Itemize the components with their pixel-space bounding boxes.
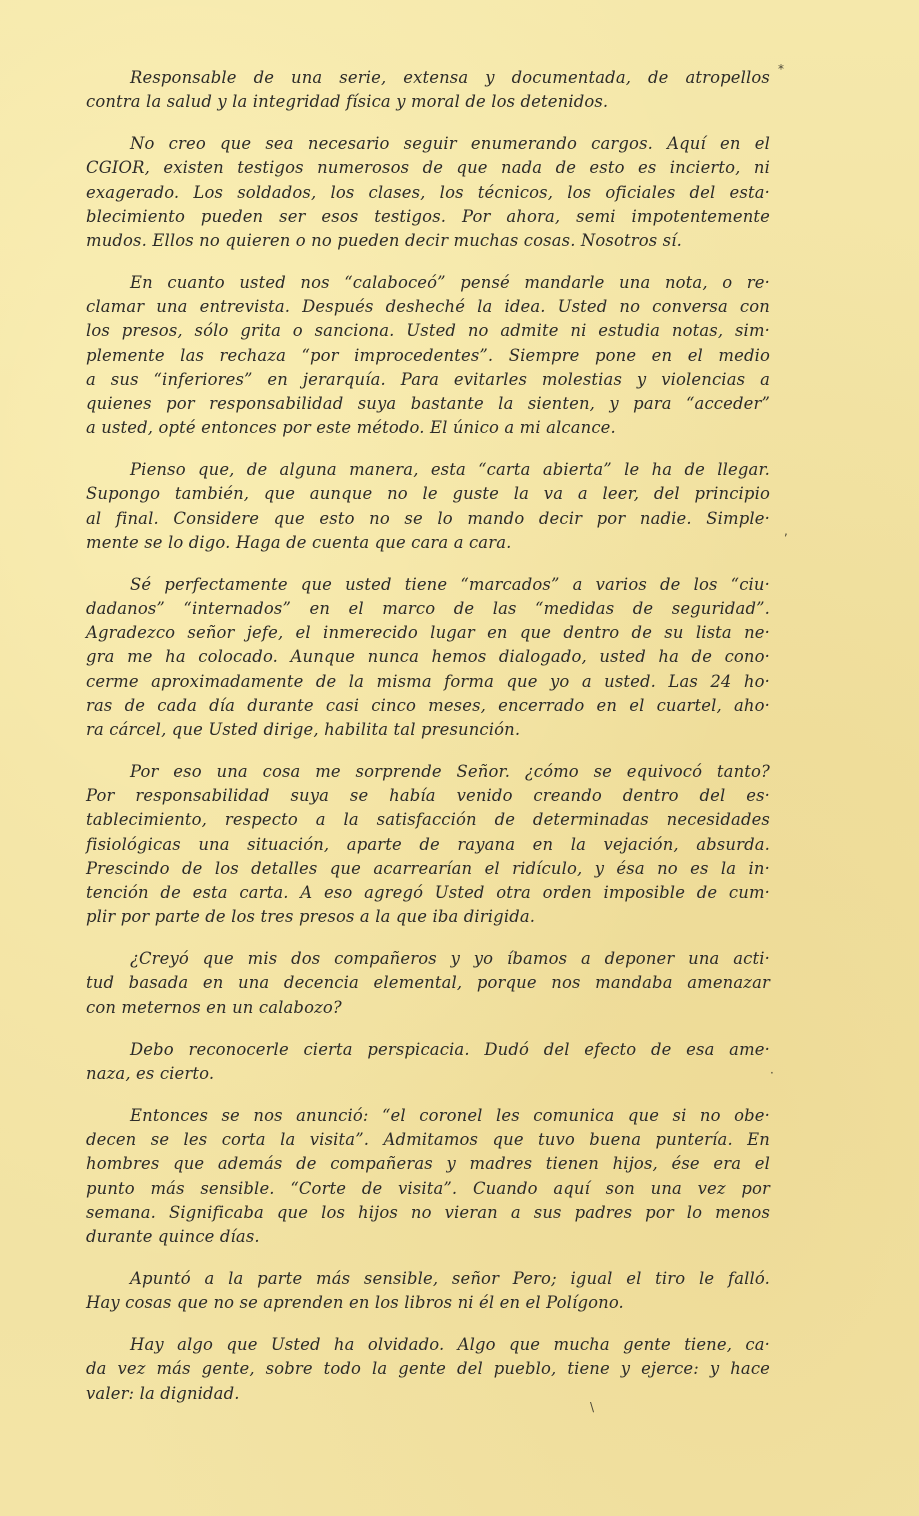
text-line: con meternos en un calabozo? bbox=[86, 997, 342, 1017]
text-line: blecimiento pueden ser esos testigos. Por ahora, semi impotentemente bbox=[86, 206, 770, 226]
ink-mark: , bbox=[784, 524, 788, 538]
text-line: Entonces se nos anunció: “el coronel les comunica que si no obe· bbox=[130, 1105, 770, 1125]
text-line: fisiológicas una situación, aparte de rayana en la vejación, absurda. bbox=[86, 834, 770, 854]
text-line: No creo que sea necesario seguir enumerando cargos. Aquí en el bbox=[130, 134, 770, 154]
text-line: CGIOR, existen testigos numerosos de que nada de esto es incierto, ni bbox=[86, 158, 770, 178]
text-line: tud basada en una decencia elemental, porque nos mandaba amenazar bbox=[86, 973, 770, 993]
text-line: da vez más gente, sobre todo la gente del pueblo, tiene y ejerce: y hace bbox=[86, 1359, 770, 1379]
text-line: Hay algo que Usted ha olvidado. Algo que mucha gente tiene, ca· bbox=[130, 1335, 770, 1355]
text-line: ¿Creyó que mis dos compañeros y yo íbamos a deponer una acti· bbox=[130, 949, 770, 969]
paragraph bbox=[86, 271, 770, 440]
letter-body bbox=[86, 66, 770, 1424]
text-line: al final. Considere que esto no se lo mando decir por nadie. Simple· bbox=[86, 508, 770, 528]
text-line: ras de cada día durante casi cinco meses, encerrado en el cuartel, aho· bbox=[86, 695, 770, 715]
text-line: semana. Significaba que los hijos no vieran a sus padres por lo menos bbox=[86, 1202, 770, 1222]
text-line: Por responsabilidad suya se había venido creando dentro del es· bbox=[86, 786, 770, 806]
ink-mark: \ bbox=[590, 1400, 595, 1414]
paragraph bbox=[86, 573, 770, 742]
text-line: a sus “inferiores” en jerarquía. Para evitarles molestias y violencias a bbox=[86, 369, 770, 389]
text-line: mente se lo digo. Haga de cuenta que cara a cara. bbox=[86, 532, 512, 552]
text-line: Sé perfectamente que usted tiene “marcados” a varios de los “ciu· bbox=[130, 574, 770, 594]
text-line: plir por parte de los tres presos a la que iba dirigida. bbox=[86, 907, 536, 927]
text-line: contra la salud y la integridad física y moral de los detenidos. bbox=[86, 92, 609, 112]
paragraph bbox=[86, 132, 770, 253]
text-line: ra cárcel, que Usted dirige, habilita tal presunción. bbox=[86, 720, 521, 740]
text-line: Debo reconocerle cierta perspicacia. Dudó del efecto de esa ame· bbox=[130, 1039, 770, 1059]
text-line: Apuntó a la parte más sensible, señor Pero; igual el tiro le falló. bbox=[130, 1268, 770, 1288]
paragraph bbox=[86, 66, 770, 114]
text-line: dadanos” “internados” en el marco de las “medidas de seguridad”. bbox=[86, 599, 770, 619]
text-line: Prescindo de los detalles que acarrearían el ridículo, y ésa no es la in· bbox=[86, 858, 770, 878]
text-line: durante quince días. bbox=[86, 1226, 260, 1246]
text-line: punto más sensible. “Corte de visita”. Cuando aquí son una vez por bbox=[86, 1178, 770, 1198]
text-line: En cuanto usted nos “calaboceó” pensé mandarle una nota, o re· bbox=[130, 273, 770, 293]
text-line: exagerado. Los soldados, los clases, los técnicos, los oficiales del esta· bbox=[86, 182, 770, 202]
paragraph bbox=[86, 1104, 770, 1249]
paragraph bbox=[86, 760, 770, 929]
text-line: hombres que además de compañeras y madres tienen hijos, ése era el bbox=[86, 1154, 770, 1174]
text-line: valer: la dignidad. bbox=[86, 1383, 240, 1403]
paragraph bbox=[86, 458, 770, 555]
text-line: clamar una entrevista. Después desheché la idea. Usted no conversa con bbox=[86, 297, 770, 317]
ink-mark: * bbox=[778, 62, 784, 76]
text-line: plemente las rechaza “por improcedentes”. Siempre pone en el medio bbox=[86, 345, 770, 365]
text-line: cerme aproximadamente de la misma forma que yo a usted. Las 24 ho· bbox=[86, 671, 770, 691]
text-line: Por eso una cosa me sorprende Señor. ¿cómo se equivocó tanto? bbox=[130, 762, 770, 782]
text-line: mudos. Ellos no quieren o no pueden decir muchas cosas. Nosotros sí. bbox=[86, 231, 682, 251]
paragraph bbox=[86, 1333, 770, 1406]
text-line: Hay cosas que no se aprenden en los libros ni él en el Polígono. bbox=[86, 1293, 624, 1313]
paragraph bbox=[86, 1267, 770, 1315]
text-line: a usted, opté entonces por este método. El único a mi alcance. bbox=[86, 418, 616, 438]
paragraph bbox=[86, 1038, 770, 1086]
text-line: decen se les corta la visita”. Admitamos que tuvo buena puntería. En bbox=[86, 1130, 770, 1150]
text-line: gra me ha colocado. Aunque nunca hemos dialogado, usted ha de cono· bbox=[86, 647, 770, 667]
text-line: Agradezco señor jefe, el inmerecido lugar en que dentro de su lista ne· bbox=[86, 623, 770, 643]
text-line: Supongo también, que aunque no le guste la va a leer, del principio bbox=[86, 484, 770, 504]
text-line: Responsable de una serie, extensa y documentada, de atropellos bbox=[130, 68, 770, 87]
text-line: Pienso que, de alguna manera, esta “carta abierta” le ha de llegar. bbox=[130, 460, 770, 480]
text-line: naza, es cierto. bbox=[86, 1063, 215, 1083]
paragraph bbox=[86, 947, 770, 1020]
ink-mark: · bbox=[770, 1066, 774, 1080]
text-line: quienes por responsabilidad suya bastante la sienten, y para “acceder” bbox=[86, 394, 770, 414]
text-line: tablecimiento, respecto a la satisfacción de determinadas necesidades bbox=[86, 810, 770, 830]
text-line: los presos, sólo grita o sanciona. Usted no admite ni estudia notas, sim· bbox=[86, 321, 770, 341]
text-line: tención de esta carta. A eso agregó Usted otra orden imposible de cum· bbox=[86, 883, 770, 903]
